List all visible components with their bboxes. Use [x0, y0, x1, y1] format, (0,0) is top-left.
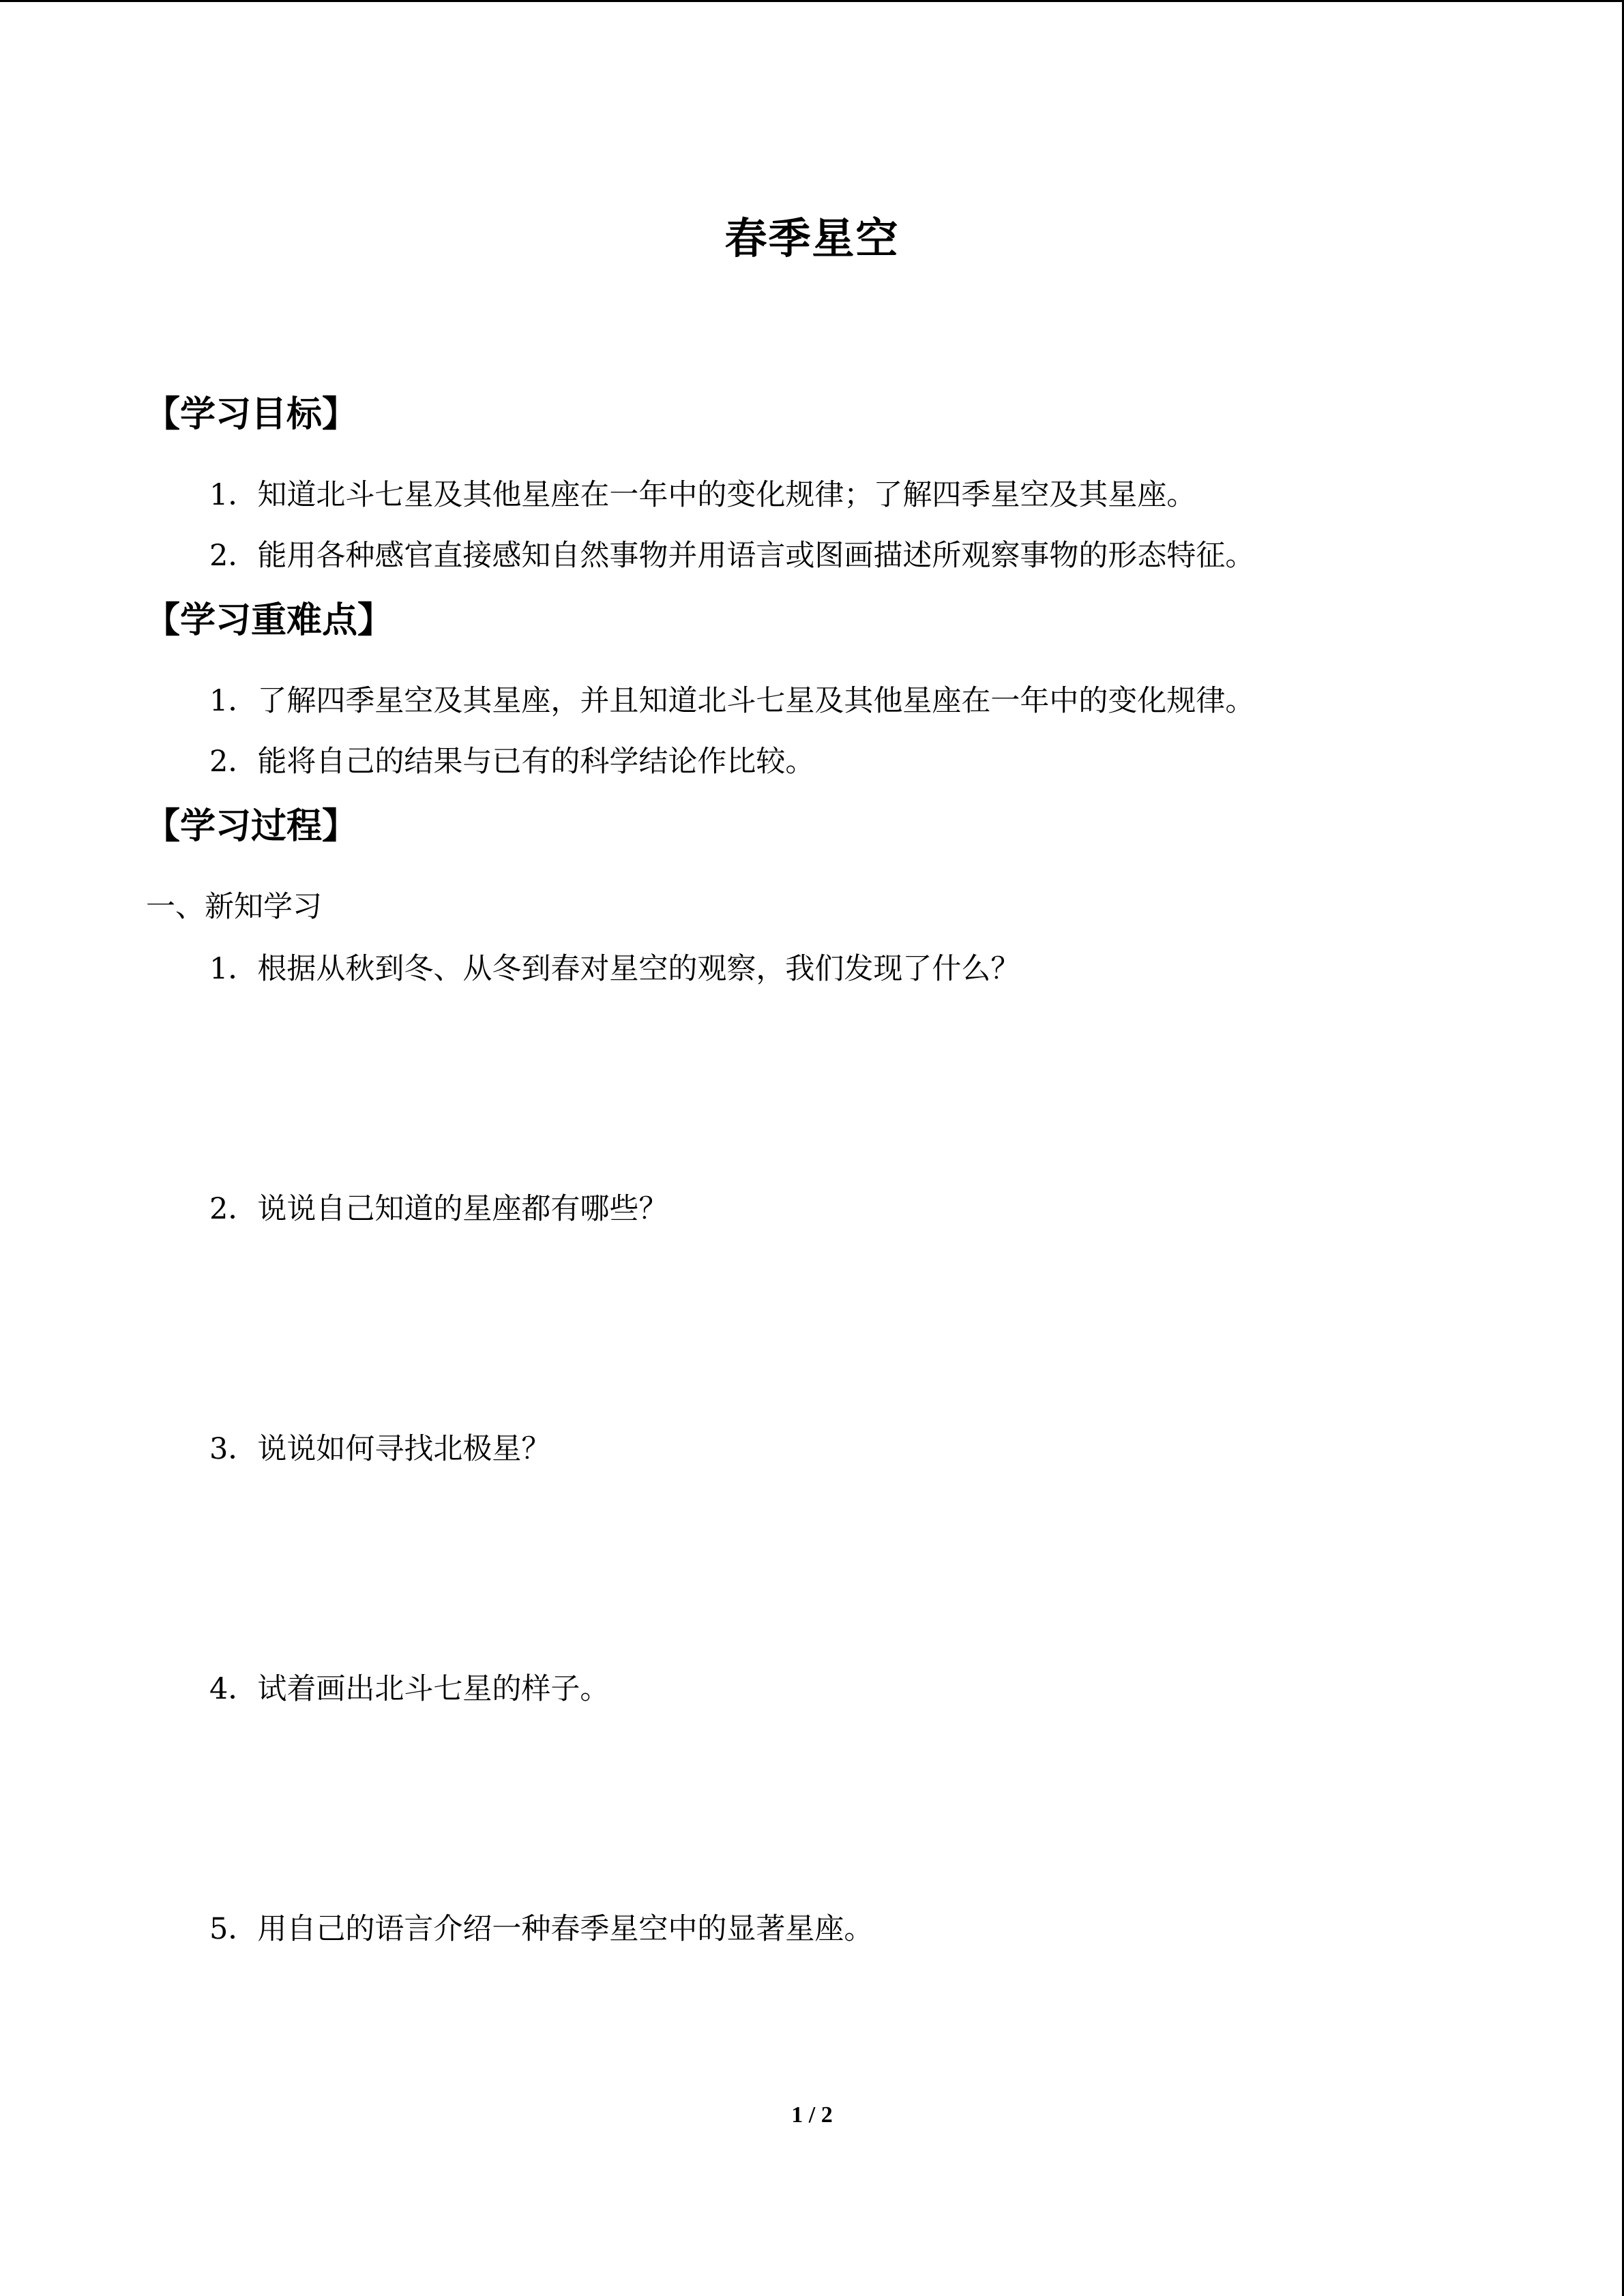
objective-item-2: 2．能用各种感官直接感知自然事物并用语言或图画描述所观察事物的形态特征。 [209, 539, 1255, 573]
top-border-line [0, 0, 1624, 2]
question-2: 2．说说自己知道的星座都有哪些？ [209, 1192, 668, 1226]
page-number: 1 / 2 [791, 2102, 833, 2128]
new-knowledge-subheading: 一、新知学习 [146, 890, 322, 924]
objective-item-1: 1．知道北斗七星及其他星座在一年中的变化规律；了解四季星空及其星座。 [209, 478, 1196, 512]
question-4: 4．试着画出北斗七星的样子。 [209, 1672, 610, 1706]
key-point-item-2: 2．能将自己的结果与已有的科学结论作比较。 [209, 745, 815, 779]
process-heading: 【学习过程】 [145, 806, 358, 847]
key-point-item-1: 1．了解四季星空及其星座，并且知道北斗七星及其他星座在一年中的变化规律。 [209, 684, 1255, 718]
page-title: 春季星空 [724, 213, 900, 263]
objectives-heading: 【学习目标】 [145, 394, 358, 435]
key-points-heading: 【学习重难点】 [145, 600, 394, 641]
question-5: 5．用自己的语言介绍一种春季星空中的显著星座。 [209, 1912, 874, 1946]
question-1: 1．根据从秋到冬、从冬到春对星空的观察，我们发现了什么？ [209, 952, 1020, 986]
question-3: 3．说说如何寻找北极星？ [209, 1432, 551, 1466]
